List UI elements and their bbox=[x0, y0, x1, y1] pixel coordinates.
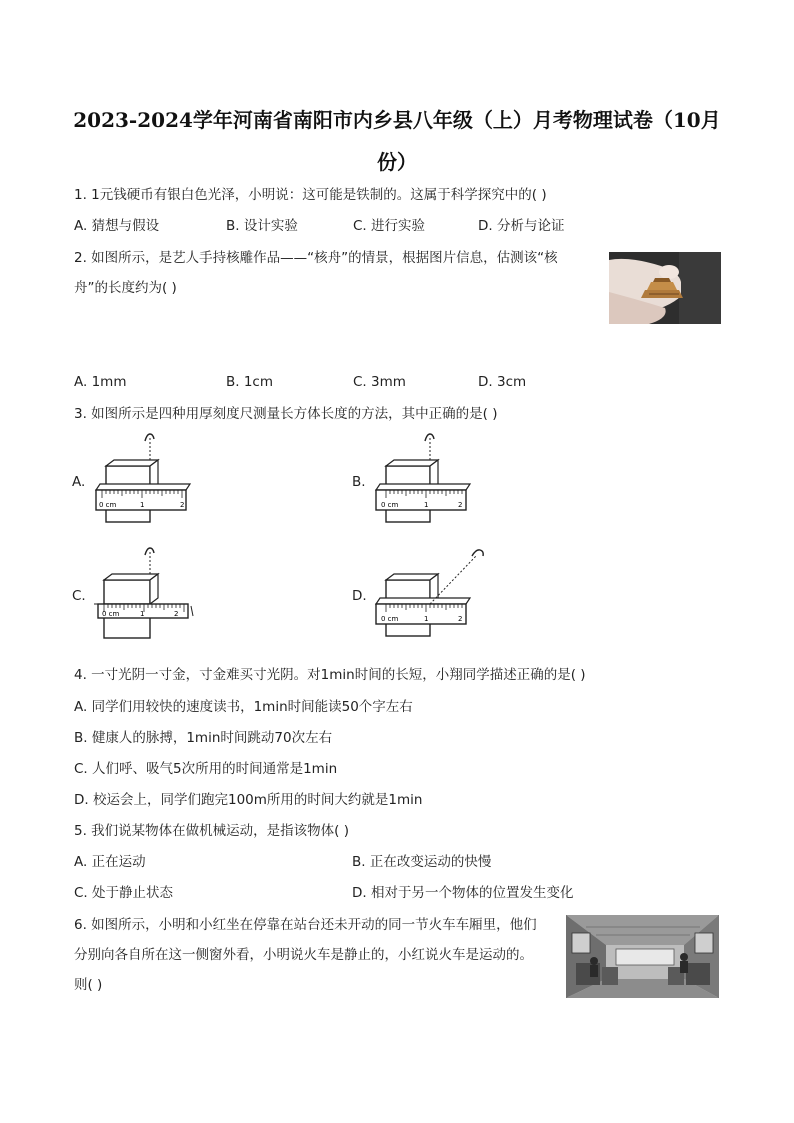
q5-option-b: B. 正在改变运动的快慢 bbox=[352, 854, 492, 870]
q5-option-c: C. 处于静止状态 bbox=[74, 885, 174, 901]
q3-label-d: D. bbox=[352, 588, 367, 604]
q2-stem-line1: 2. 如图所示，是艺人手持核雕作品——“核舟”的情景，根据图片信息，估测该“核 bbox=[74, 250, 558, 266]
ruler-d-tick-2: 2 bbox=[458, 615, 463, 623]
q1-option-c: C. 进行实验 bbox=[353, 218, 426, 234]
q5-option-a: A. 正在运动 bbox=[74, 854, 146, 870]
q3-stem: 3. 如图所示是四种用厚刻度尺测量长方体长度的方法，其中正确的是( ) bbox=[74, 406, 498, 422]
ruler-c-tick-0: 0 cm bbox=[102, 610, 120, 618]
q5-stem: 5. 我们说某物体在做机械运动，是指该物体( ) bbox=[74, 823, 349, 839]
ruler-a-tick-2: 2 bbox=[180, 501, 185, 509]
q1-option-a: A. 猜想与假设 bbox=[74, 218, 160, 234]
q1-option-b: B. 设计实验 bbox=[226, 218, 298, 234]
ruler-c-tick-1: 1 bbox=[140, 610, 145, 618]
ruler-b-tick-0: 0 cm bbox=[381, 501, 399, 509]
train-carriage-photo bbox=[566, 915, 719, 998]
ruler-d-tick-0: 0 cm bbox=[381, 615, 399, 623]
q6-stem-line1: 6. 如图所示，小明和小红坐在停靠在站台还未开动的同一节火车车厢里，他们 bbox=[74, 917, 537, 933]
exam-title-line2: 份） bbox=[377, 150, 417, 174]
q3-label-c: C. bbox=[72, 588, 86, 604]
q3-label-b: B. bbox=[352, 474, 366, 490]
ruler-d-tick-1: 1 bbox=[424, 615, 429, 623]
q4-option-b: B. 健康人的脉搏，1min时间跳动70次左右 bbox=[74, 730, 333, 746]
ruler-figure-a bbox=[92, 432, 192, 527]
q4-option-a: A. 同学们用较快的速度读书，1min时间能读50个字左右 bbox=[74, 699, 413, 715]
ruler-figure-d bbox=[372, 546, 492, 641]
ruler-figure-b bbox=[372, 432, 472, 527]
ruler-figure-c bbox=[92, 546, 196, 641]
q6-stem-line3: 则( ) bbox=[74, 977, 103, 993]
q3-label-a: A. bbox=[72, 474, 86, 490]
ruler-a-tick-0: 0 cm bbox=[99, 501, 117, 509]
q2-option-d: D. 3cm bbox=[478, 374, 527, 390]
ruler-b-tick-2: 2 bbox=[458, 501, 463, 509]
exam-title-line1: 2023-2024学年河南省南阳市内乡县八年级（上）月考物理试卷（10月 bbox=[73, 108, 721, 132]
ruler-c-tick-2: 2 bbox=[174, 610, 179, 618]
q4-option-c: C. 人们呼、吸气5次所用的时间通常是1min bbox=[74, 761, 338, 777]
q4-stem: 4. 一寸光阴一寸金，寸金难买寸光阴。对1min时间的长短，小翔同学描述正确的是( ) bbox=[74, 667, 586, 683]
q1-option-d: D. 分析与论证 bbox=[478, 218, 565, 234]
q5-option-d: D. 相对于另一个物体的位置发生变化 bbox=[352, 885, 574, 901]
q6-stem-line2: 分别向各自所在这一侧窗外看，小明说火车是静止的，小红说火车是运动的。 bbox=[74, 947, 533, 963]
walnut-boat-photo bbox=[609, 252, 721, 324]
eye-icon bbox=[472, 550, 483, 556]
q2-option-a: A. 1mm bbox=[74, 374, 127, 390]
ruler-a-tick-1: 1 bbox=[140, 501, 145, 509]
q2-option-b: B. 1cm bbox=[226, 374, 274, 390]
q2-option-c: C. 3mm bbox=[353, 374, 406, 390]
q2-stem-line2: 舟”的长度约为( ) bbox=[74, 280, 177, 296]
q1-stem: 1. 1元钱硬币有银白色光泽，小明说：这可能是铁制的。这属于科学探究中的( ) bbox=[74, 187, 547, 203]
ruler-b-tick-1: 1 bbox=[424, 501, 429, 509]
q4-option-d: D. 校运会上，同学们跑完100m所用的时间大约就是1min bbox=[74, 792, 423, 808]
